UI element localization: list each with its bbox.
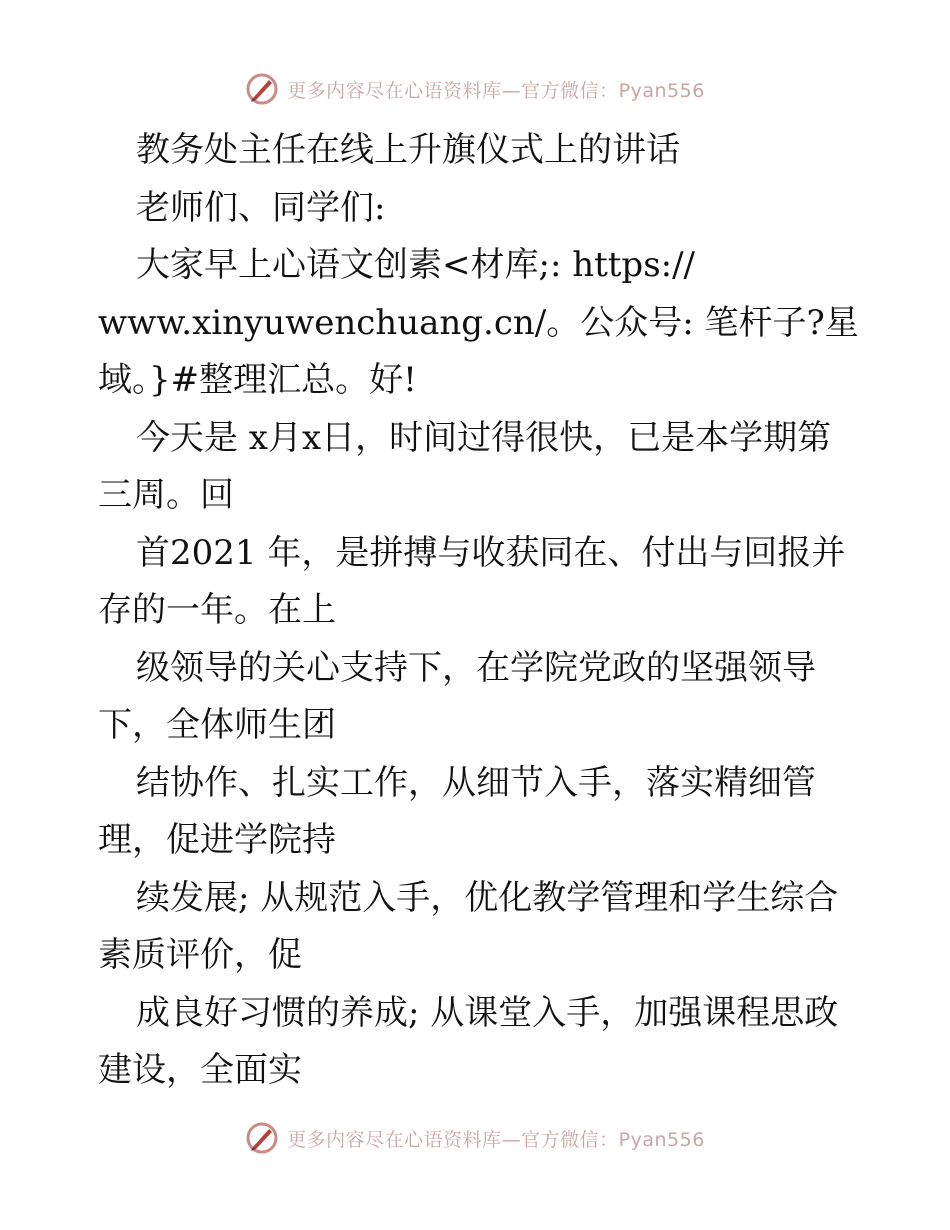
quill-pen-logo-icon	[245, 72, 279, 106]
text-line: 首2021 年，是拼搏与收获同在、付出与回报并	[136, 532, 846, 573]
text-line: 素质评价，促	[98, 935, 302, 975]
document-body	[98, 122, 858, 1100]
text-line: www.xinyuwenchuang.cn/。公众号: 笔杆子?星	[98, 302, 859, 343]
banner-text: 更多内容尽在心语资料库—官方微信：Pyan556	[287, 79, 705, 102]
text-line: 存的一年。在上	[98, 590, 336, 630]
text-line: 今天是 x月x日，时间过得很快，已是本学期第	[136, 417, 832, 458]
text-line: 建设，全面实	[98, 1050, 302, 1090]
text-line: 下，全体师生团	[98, 705, 336, 745]
text-line: 三周。回	[98, 475, 234, 515]
text-line: 域。}#整理汇总。好!	[98, 360, 417, 400]
text-line: 大家早上心语文创素<材库;: https://	[136, 245, 696, 285]
quill-pen-logo-icon	[245, 1121, 279, 1155]
text-line: 教务处主任在线上升旗仪式上的讲话	[136, 130, 680, 170]
banner-text: 更多内容尽在心语资料库—官方微信：Pyan556	[287, 1128, 705, 1151]
text-line: 老师们、同学们:	[136, 187, 386, 228]
header-banner	[0, 72, 950, 106]
text-line: 理，促进学院持	[98, 820, 336, 860]
text-line: 成良好习惯的养成; 从课堂入手，加强课程思政	[136, 992, 839, 1033]
footer-banner	[0, 1121, 950, 1155]
text-line: 结协作、扎实工作，从细节入手，落实精细管	[136, 762, 816, 803]
text-line: 级领导的关心支持下，在学院党政的坚强领导	[136, 647, 816, 688]
text-line: 续发展; 从规范入手，优化教学管理和学生综合	[136, 877, 839, 918]
